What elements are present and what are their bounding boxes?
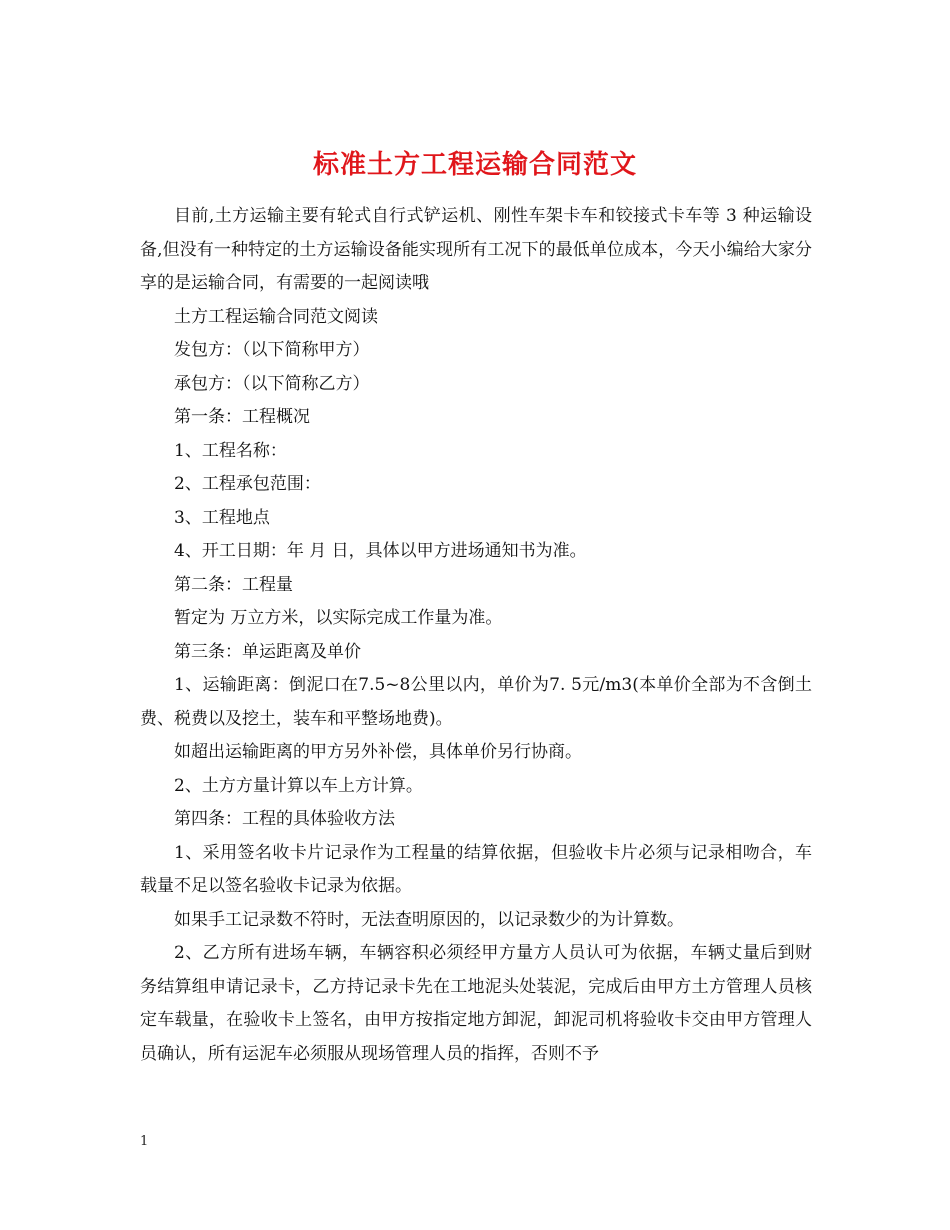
article-2-text: 暂定为 万立方米，以实际完成工作量为准。 xyxy=(174,608,503,628)
article-1-item-4: 4、开工日期：年 月 日，具体以甲方进场通知书为准。 xyxy=(174,541,587,561)
paragraph-party-b: 承包方：（以下简称乙方） xyxy=(174,373,370,394)
article-4-heading: 第四条：工程的具体验收方法 xyxy=(174,809,395,829)
article-1-item-3: 3、工程地点 xyxy=(174,507,270,528)
article-4-item-1: 1、采用签名收卡片记录作为工程量的结算依据，但验收卡片必须与记录相吻合，车载量不足以签名验收卡记录为依据。 xyxy=(140,842,812,896)
document-body xyxy=(140,200,812,1071)
article-3-item-2: 2、土方方量计算以车上方计算。 xyxy=(174,775,423,796)
article-3-item-1: 1、运输距离：倒泥口在7.5~8公里以内，单价为7. 5元/m3(本单价全部为不含倒土费、税费以及挖土，装车和平整场地费)。 xyxy=(140,675,812,729)
article-3-note: 如超出运输距离的甲方另外补偿，具体单价另行协商。 xyxy=(174,742,582,762)
paragraph-heading-reading: 土方工程运输合同范文阅读 xyxy=(174,306,378,327)
article-1-item-1: 1、工程名称： xyxy=(174,440,287,461)
article-1-item-2: 2、工程承包范围： xyxy=(174,474,321,494)
article-2-heading: 第二条：工程量 xyxy=(174,574,293,595)
page-number: 1 xyxy=(140,1134,149,1149)
article-4-item-2: 2、乙方所有进场车辆，车辆容积必须经甲方量方人员认可为依据，车辆丈量后到财务结算组申请记录卡，乙方持记录卡先在工地泥头处装泥，完成后由甲方土方管理人员核定车载量，在验收卡上签名，由甲方按指定地方卸泥，卸泥司机将验收卡交由甲方管理人员确认，所有运泥车必须服从现场管理人员的指挥，否则不予 xyxy=(140,943,812,1064)
article-4-note: 如果手工记录数不符时，无法查明原因的，以记录数少的为计算数。 xyxy=(174,909,684,930)
paragraph-party-a: 发包方：（以下简称甲方） xyxy=(174,340,370,360)
article-1-heading: 第一条：工程概况 xyxy=(174,407,310,427)
paragraph-intro: 目前,土方运输主要有轮式自行式铲运机、刚性车架卡车和铰接式卡车等 3 种运输设备,但没有一种特定的土方运输设备能实现所有工况下的最低单位成本，今天小编给大家分享的是运输合同，有需要的一起阅读哦 xyxy=(140,206,812,293)
document-title: 标准土方工程运输合同范文 xyxy=(312,150,637,181)
article-3-heading: 第三条：单运距离及单价 xyxy=(174,641,361,662)
